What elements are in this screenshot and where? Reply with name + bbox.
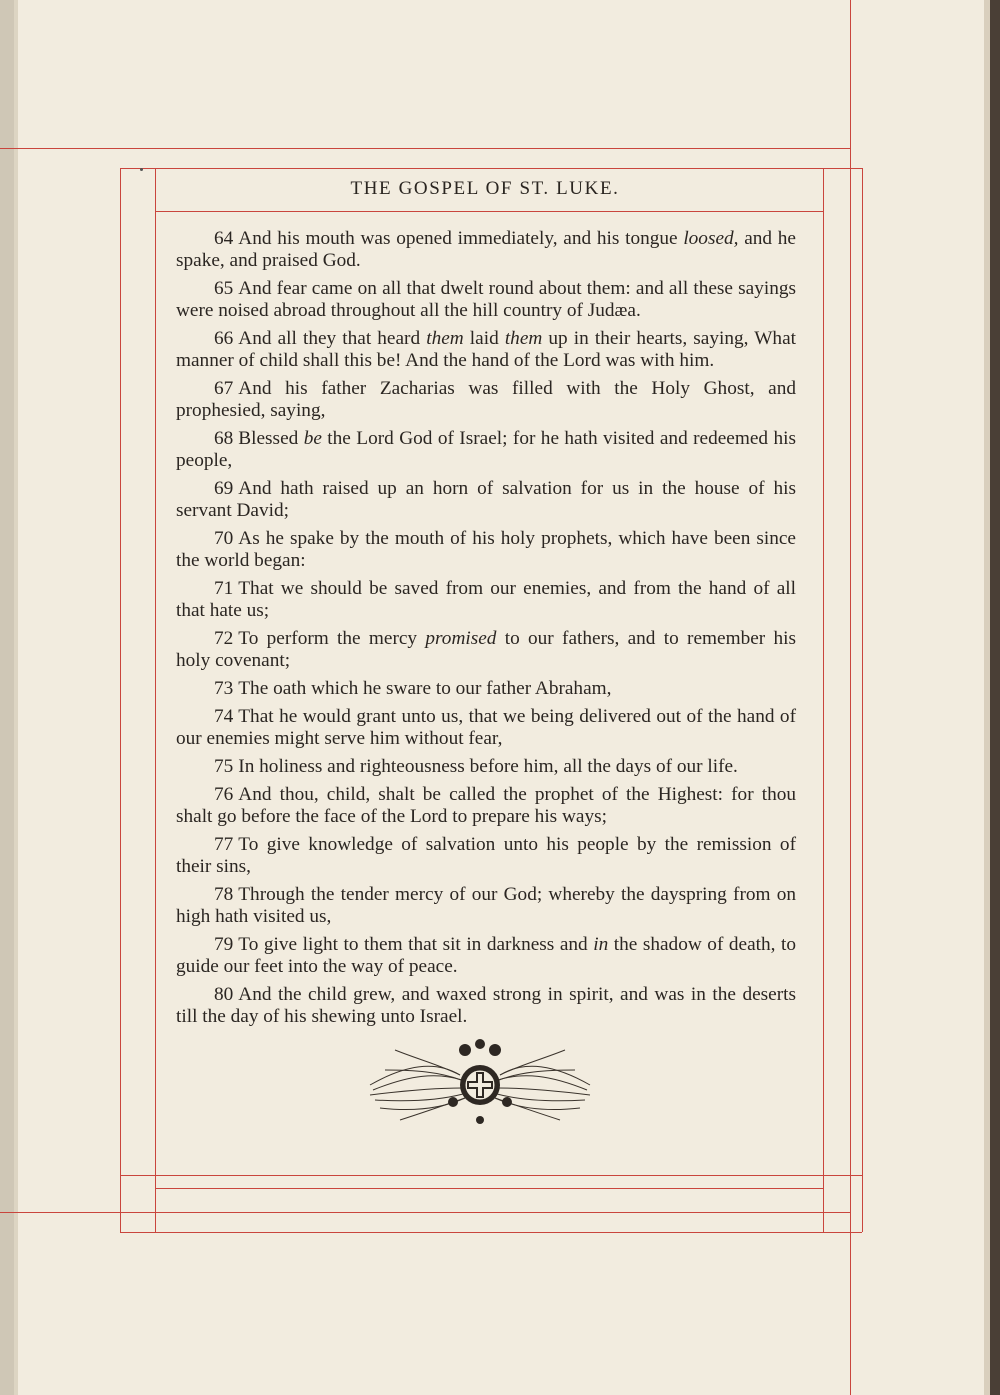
verse-text-block xyxy=(176,228,796,1034)
verse xyxy=(176,578,796,622)
rule-left-outer xyxy=(120,168,121,1232)
verse-italic-word: promised xyxy=(425,628,497,649)
verse xyxy=(176,934,796,978)
verse-text: And thou, child, shalt be called the prophet of the Highest: for thou shalt go before the face of the Lord to prepare his ways; xyxy=(176,784,796,827)
verse-text: the Lord God of Israel; for he hath visited and redeemed his people, xyxy=(176,428,796,471)
verse-italic-word: be xyxy=(303,428,322,449)
verse xyxy=(176,834,796,878)
verse-number: 70 xyxy=(214,528,234,549)
verse-number: 65 xyxy=(214,278,234,299)
verse-number: 68 xyxy=(214,428,234,449)
verse-number: 80 xyxy=(214,984,234,1005)
verse-text: That we should be saved from our enemies, and from the hand of all that hate us; xyxy=(176,578,796,621)
verse xyxy=(176,706,796,750)
verse-text: Blessed xyxy=(238,428,304,449)
rule-right-edge xyxy=(850,0,851,1395)
verse-text: And the child grew, and waxed strong in spirit, and was in the deserts till the day of his shewing unto Israel. xyxy=(176,984,796,1027)
verse-number: 76 xyxy=(214,784,234,805)
verse-text: laid xyxy=(463,328,505,349)
verse-number: 75 xyxy=(214,756,234,777)
ink-speck xyxy=(140,168,143,171)
ornament-cross-medallion xyxy=(460,1065,500,1105)
rule-bottom-inner-1 xyxy=(120,1175,862,1176)
verse xyxy=(176,756,796,778)
binding-gutter xyxy=(0,0,14,1395)
verse xyxy=(176,378,796,422)
verse xyxy=(176,678,796,700)
verse-text: And hath raised up an horn of salvation for us in the house of his servant David; xyxy=(176,478,796,521)
verse-italic-word: them xyxy=(426,328,464,349)
verse-number: 69 xyxy=(214,478,234,499)
verse xyxy=(176,228,796,272)
verse-text: To give light to them that sit in darkness and xyxy=(238,934,594,955)
page-shadow xyxy=(990,0,1000,1395)
verse-text: As he spake by the mouth of his holy prophets, which have been since the world began: xyxy=(176,528,796,571)
verse-number: 67 xyxy=(214,378,234,399)
verse-text: And his father Zacharias was filled with the Holy Ghost, and prophesied, saying, xyxy=(176,378,796,421)
verse xyxy=(176,328,796,372)
rule-bottom-inner-2 xyxy=(155,1188,823,1189)
gutter-edge xyxy=(14,0,18,1395)
verse xyxy=(176,278,796,322)
verse xyxy=(176,428,796,472)
rule-top-outer xyxy=(0,148,850,149)
rule-top-inner xyxy=(120,168,862,169)
verse-number: 77 xyxy=(214,834,234,855)
rule-right-inner xyxy=(823,168,824,1232)
verse-number: 79 xyxy=(214,934,234,955)
verse-text: And his mouth was opened immediately, and his tongue xyxy=(238,228,684,249)
rule-left-inner xyxy=(155,168,156,1232)
verse xyxy=(176,784,796,828)
verse-number: 72 xyxy=(214,628,234,649)
verse-italic-word: in xyxy=(593,934,609,955)
ornament-right-leaves xyxy=(495,1050,590,1120)
verse xyxy=(176,984,796,1028)
verse xyxy=(176,628,796,672)
verse-text: And fear came on all that dwelt round about them: and all these sayings were noised abroad throughout all the hill country of Judæa. xyxy=(176,278,796,321)
rule-right-outer xyxy=(862,168,863,1232)
running-head: THE GOSPEL OF ST. LUKE. xyxy=(350,178,620,199)
verse-italic-word: loosed, xyxy=(683,228,739,249)
verse-number: 73 xyxy=(214,678,234,699)
verse-number: 71 xyxy=(214,578,234,599)
verse-text: to our fathers, and to remember his holy covenant; xyxy=(176,628,796,671)
verse-text: the shadow of death, to guide our feet into the way of peace. xyxy=(176,934,797,977)
verse-text: In holiness and righteousness before him, all the days of our life. xyxy=(238,756,738,777)
verse-text: Through the tender mercy of our God; whereby the dayspring from on high hath visited us, xyxy=(176,884,796,927)
verse-text: and he spake, and praised God. xyxy=(176,228,796,271)
verse xyxy=(176,884,796,928)
verse-number: 74 xyxy=(214,706,234,727)
verse-number: 64 xyxy=(214,228,234,249)
verse-text: To perform the mercy xyxy=(238,628,426,649)
verse-italic-word: them xyxy=(504,328,543,349)
rule-bottom-inner-3 xyxy=(120,1232,862,1233)
ornament-left-leaves xyxy=(370,1050,465,1120)
verse xyxy=(176,528,796,572)
verse-text: That he would grant unto us, that we being delivered out of the hand of our enemies might serve him without fear, xyxy=(176,706,796,749)
verse-number: 78 xyxy=(214,884,234,905)
ornament-vignette xyxy=(365,1030,595,1130)
verse xyxy=(176,478,796,522)
verse-text: To give knowledge of salvation unto his people by the remission of their sins, xyxy=(176,834,796,877)
verse-number: 66 xyxy=(214,328,234,349)
rule-header-under xyxy=(155,211,823,212)
verse-text: And all they that heard xyxy=(238,328,427,349)
rule-bottom-outer xyxy=(0,1212,850,1213)
verse-text: up in their hearts, saying, What manner of child shall this be! And the hand of the Lord was with him. xyxy=(176,328,796,371)
verse-text: The oath which he sware to our father Abraham, xyxy=(238,678,612,699)
